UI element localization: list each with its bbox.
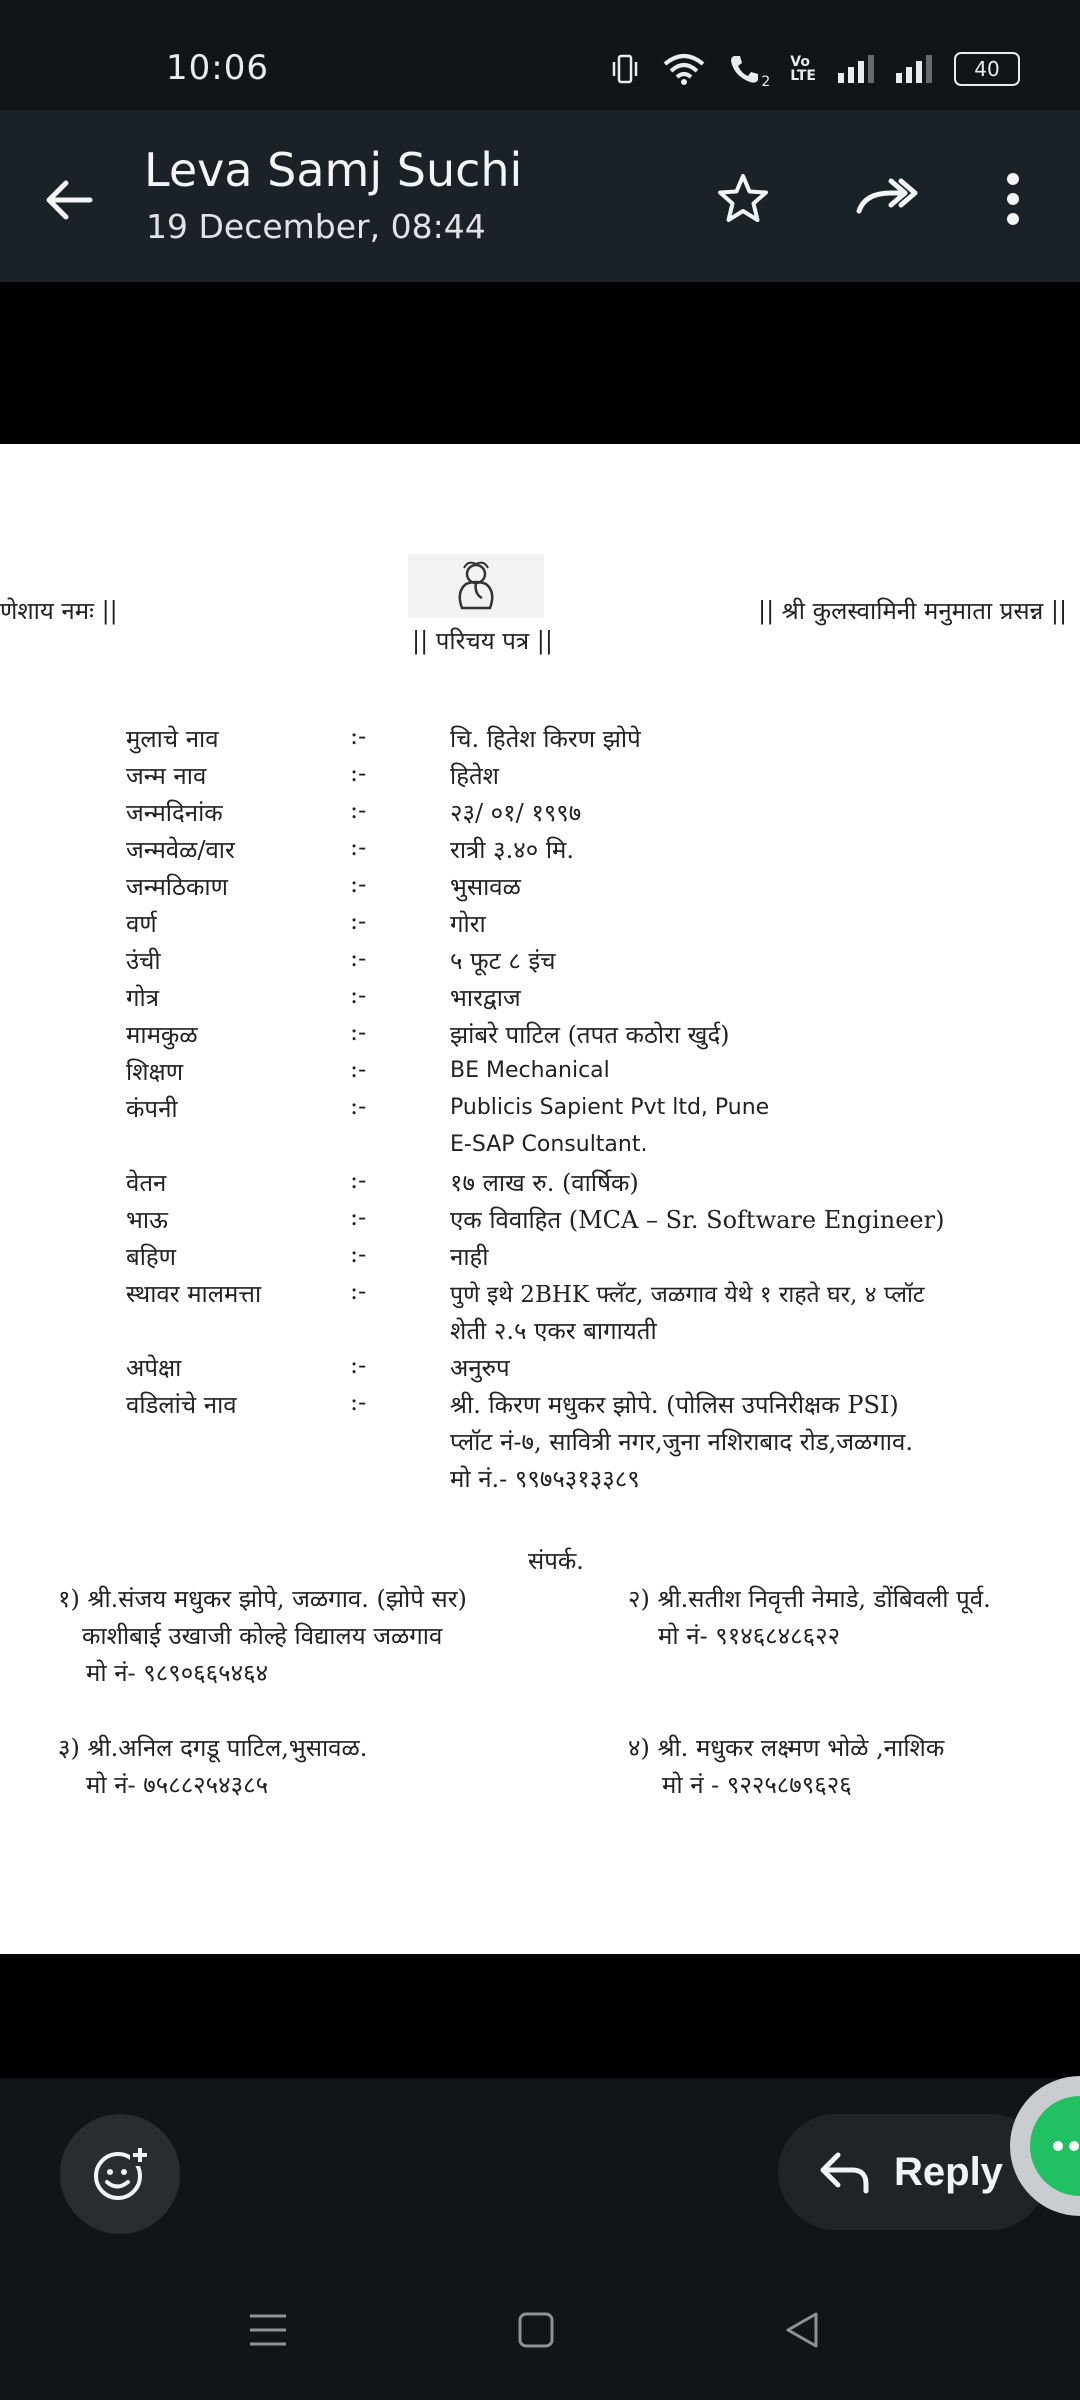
row-separator: :-	[350, 870, 367, 898]
row-separator: :-	[350, 759, 367, 787]
row-value: एक विवाहित (MCA – Sr. Software Engineer)	[450, 1206, 945, 1234]
react-button[interactable]	[60, 2114, 180, 2234]
contact-line: ४) श्री. मधुकर लक्ष्मण भोळे ,नाशिक	[628, 1734, 945, 1762]
reply-label: Reply	[894, 2149, 1003, 2194]
home-square-icon	[518, 2312, 554, 2348]
ganesha-emblem	[408, 554, 544, 618]
row-separator: :-	[350, 1018, 367, 1046]
row-value: Publicis Sapient Pvt ltd, Pune	[450, 1095, 770, 1120]
wifi-icon	[662, 52, 706, 86]
battery-icon	[954, 52, 1020, 86]
more-horiz-icon	[1052, 2140, 1080, 2152]
row-label: भाऊ	[126, 1206, 168, 1234]
row-label: वडिलांचे नाव	[126, 1391, 237, 1419]
left-blessing: णेशाय नमः ||	[0, 597, 118, 625]
row-label: जन्म नाव	[126, 762, 207, 790]
contact-phone: मो नं - ९२२५८७९६२६	[662, 1771, 852, 1799]
document-title: || परिचय पत्र ||	[412, 627, 553, 655]
image-letterbox-bottom	[0, 1954, 1080, 2078]
signal-icon	[896, 55, 932, 83]
contact-phone: मो नं- ९१४६८४८६२२	[658, 1622, 841, 1650]
row-label: अपेक्षा	[126, 1354, 182, 1382]
sim-label: 2	[761, 74, 771, 90]
contact-phone: मो नं- ७५८८२५४३८५	[86, 1771, 269, 1799]
signal-icon	[838, 55, 874, 83]
row-value-continued: मो नं.- ९९७५३१३३८९	[450, 1465, 640, 1493]
back-button[interactable]	[40, 170, 100, 230]
more-vert-icon	[1003, 171, 1023, 227]
contact-line: १) श्री.संजय मधुकर झोपे, जळगाव. (झोपे सर)	[58, 1585, 467, 1613]
contact-phone: मो नं- ९८९०६६५४६४	[86, 1659, 269, 1687]
row-value-continued: शेती २.५ एकर बागायती	[450, 1317, 657, 1345]
row-value: गोरा	[450, 910, 486, 938]
row-value: ५ फूट ८ इंच	[450, 947, 556, 975]
row-separator: :-	[350, 1203, 367, 1231]
row-value: चि. हितेश किरण झोपे	[450, 725, 641, 753]
row-value: BE Mechanical	[450, 1058, 610, 1083]
row-value: अनुरुप	[450, 1354, 510, 1382]
biodata-image[interactable]	[0, 444, 1080, 1954]
row-label: गोत्र	[126, 984, 159, 1012]
row-value: हितेश	[450, 762, 499, 790]
row-separator: :-	[350, 796, 367, 824]
row-label: वेतन	[126, 1169, 167, 1197]
row-label: जन्मदिनांक	[126, 799, 223, 827]
star-button[interactable]	[708, 164, 778, 234]
reply-button[interactable]	[778, 2114, 1048, 2230]
row-value: २३/ ०१/ १९९७	[450, 799, 582, 827]
message-timestamp: 19 December, 08:44	[146, 207, 486, 246]
row-label: कंपनी	[126, 1095, 178, 1123]
nav-back-button[interactable]	[772, 2300, 832, 2360]
status-time: 10:06	[166, 48, 269, 88]
row-value-continued: E-SAP Consultant.	[450, 1132, 648, 1157]
row-value: भुसावळ	[450, 873, 521, 901]
contact-line: ३) श्री.अनिल दगडू पाटिल,भुसावळ.	[58, 1734, 368, 1762]
more-options-button[interactable]	[978, 164, 1048, 234]
contact-heading: संपर्क.	[528, 1547, 584, 1575]
row-separator: :-	[350, 833, 367, 861]
row-label: मुलाचे नाव	[126, 725, 219, 753]
row-separator: :-	[350, 1166, 367, 1194]
row-separator: :-	[350, 1240, 367, 1268]
row-value: नाही	[450, 1243, 489, 1271]
row-value: भारद्वाज	[450, 984, 521, 1012]
nav-home-button[interactable]	[506, 2300, 566, 2360]
row-label: मामकुळ	[126, 1021, 198, 1049]
row-separator: :-	[350, 1055, 367, 1083]
page-title: Leva Samj Suchi	[144, 143, 523, 197]
contact-line: काशीबाई उखाजी कोल्हे विद्यालय जळगाव	[82, 1622, 443, 1650]
row-value: श्री. किरण मधुकर झोपे. (पोलिस उपनिरीक्षक PSI)	[450, 1391, 899, 1419]
back-triangle-icon	[784, 2311, 820, 2349]
image-letterbox-top	[0, 282, 1080, 444]
row-separator: :-	[350, 907, 367, 935]
menu-icon	[248, 2312, 288, 2348]
row-label: जन्मवेळ/वार	[126, 836, 235, 864]
row-value: पुणे इथे 2BHK फ्लॅट, जळगाव येथे १ राहते घर, ४ प्लॉट	[450, 1282, 925, 1308]
ganesha-icon	[444, 558, 508, 614]
row-label: उंची	[126, 947, 161, 975]
row-label: स्थावर मालमत्ता	[126, 1280, 262, 1308]
add-reaction-icon	[90, 2144, 150, 2204]
right-blessing: || श्री कुलस्वामिनी मनुमाता प्रसन्न ||	[758, 597, 1068, 625]
forward-button[interactable]	[852, 164, 922, 234]
row-separator: :-	[350, 722, 367, 750]
row-label: जन्मठिकाण	[126, 873, 228, 901]
reply-icon	[818, 2149, 872, 2195]
row-label: शिक्षण	[126, 1058, 184, 1086]
status-icons	[610, 52, 1020, 90]
row-value-continued: प्लॉट नं-७, सावित्री नगर,जुना नशिराबाद रोड,जळगाव.	[450, 1428, 913, 1456]
back-arrow-icon	[40, 170, 100, 230]
wifi-call-icon	[728, 52, 771, 90]
battery-level: 40	[974, 57, 1000, 81]
row-value: १७ लाख रु. (वार्षिक)	[450, 1169, 639, 1197]
row-separator: :-	[350, 1388, 367, 1416]
row-label: वर्ण	[126, 910, 157, 938]
nav-recents-button[interactable]	[238, 2300, 298, 2360]
row-separator: :-	[350, 1092, 367, 1120]
row-separator: :-	[350, 1277, 367, 1305]
row-separator: :-	[350, 981, 367, 1009]
volte-icon: Vo LTE	[790, 54, 816, 84]
row-label: बहिण	[126, 1243, 177, 1271]
row-separator: :-	[350, 1351, 367, 1379]
star-icon	[715, 171, 771, 227]
row-value: रात्री ३.४० मि.	[450, 836, 575, 864]
row-value: झांबरे पाटिल (तपत कठोरा खुर्द)	[450, 1021, 730, 1049]
vibrate-icon	[610, 53, 640, 85]
contact-line: २) श्री.सतीश निवृत्ती नेमाडे, डोंबिवली पूर्व.	[628, 1585, 991, 1613]
forward-icon	[855, 171, 919, 227]
row-separator: :-	[350, 944, 367, 972]
